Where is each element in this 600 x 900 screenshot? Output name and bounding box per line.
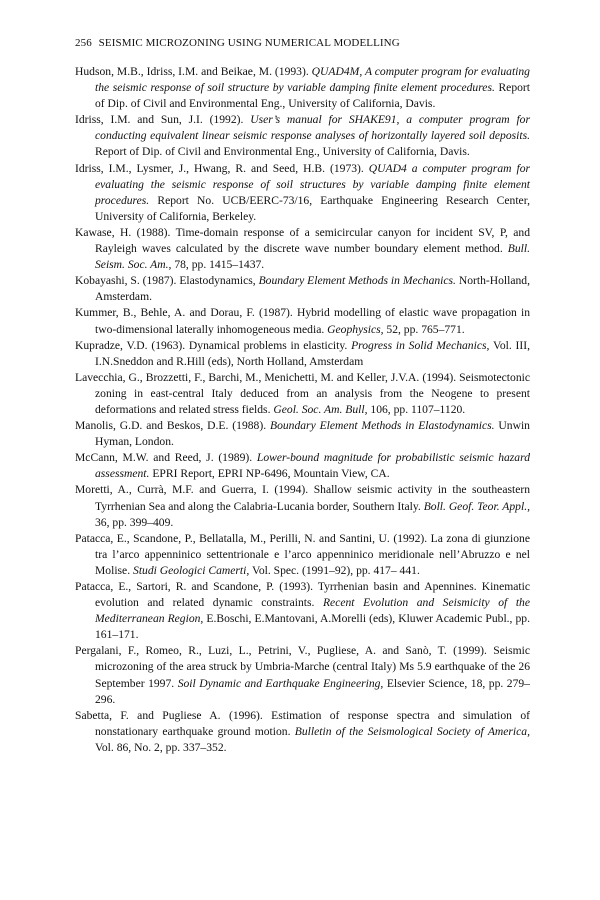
reference-italic-title: Soil Dynamic and Earthquake Engineering,	[177, 676, 384, 690]
reference-entry	[75, 273, 530, 305]
running-header	[75, 37, 400, 49]
reference-authors-and-text: Idriss, I.M. and Sun, J.I. (1992).	[75, 113, 251, 127]
reference-italic-title: Progress in Solid Mechanics,	[351, 338, 490, 352]
reference-publication-details: E.Boschi, E.Mantovani, A.Morelli (eds), Kluwer Academic Publ., pp. 161–171.	[95, 612, 530, 642]
reference-entry	[75, 338, 530, 370]
reference-authors-and-text: Pergalani, F., Romeo, R., Luzi, L., Petrini, V., Pugliese, A. and Sanò, T. (1999). Seismic microzoning of the area struck by Umbria-Marche (central Italy) Ms 5.9 earthquake of the 26 September 1997.	[75, 644, 530, 690]
reference-entry	[75, 579, 530, 643]
reference-entry	[75, 370, 530, 418]
reference-entry	[75, 531, 530, 579]
reference-publication-details: 36, pp. 399–409.	[95, 515, 174, 529]
reference-publication-details: Unwin Hyman, London.	[95, 419, 530, 449]
reference-authors-and-text: Patacca, E., Scandone, P., Bellatalla, M., Perilli, N. and Santini, U. (1992). La zona di giunzione tra l’arco appenninico settentrionale e l’arco appenninico meridionale nell’Abruzzo e nel Molise.	[75, 531, 530, 577]
reference-authors-and-text: McCann, M.W. and Reed, J. (1989).	[75, 451, 257, 465]
reference-publication-details: North-Holland, Amsterdam.	[95, 274, 530, 304]
reference-entry	[75, 450, 530, 482]
reference-italic-title: QUAD4M, A computer program for evaluating the seismic response of soil structure by variable damping finite element procedures.	[95, 65, 530, 95]
reference-authors-and-text: Moretti, A., Currà, M.F. and Guerra, I. (1994). Shallow seismic activity in the southeastern Tyrrhenian Sea and along the Calabria-Lucania border, Southern Italy.	[75, 483, 530, 513]
reference-italic-title: QUAD4 a computer program for evaluating the seismic response of soil structures by variable damping finite element procedures.	[95, 161, 530, 207]
reference-authors-and-text: Patacca, E., Sartori, R. and Scandone, P. (1993). Tyrrhenian basin and Apennines. Kinematic evolution and related dynamic constraints.	[75, 580, 530, 610]
reference-publication-details: Report of Dip. of Civil and Environmental Eng., University of California, Davis.	[95, 145, 470, 159]
reference-list	[75, 64, 530, 756]
reference-publication-details: Vol. III, I.N.Sneddon and R.Hill (eds), North Holland, Amsterdam	[95, 338, 531, 368]
reference-authors-and-text: Lavecchia, G., Brozzetti, F., Barchi, M., Menichetti, M. and Keller, J.V.A. (1994). Seismotectonic zoning in east-central Italy deduced from an analysis from the Neogene to present deformations and related stress fields.	[75, 370, 530, 416]
reference-publication-details: Vol. 86, No. 2, pp. 337–352.	[95, 740, 227, 754]
reference-authors-and-text: Manolis, G.D. and Beskos, D.E. (1988).	[75, 419, 270, 433]
reference-italic-title: Boundary Element Methods in Elastodynamics.	[269, 419, 495, 433]
reference-entry	[75, 64, 530, 112]
reference-authors-and-text: Sabetta, F. and Pugliese A. (1996). Estimation of response spectra and simulation of nonstationary earthquake ground motion.	[75, 708, 530, 738]
reference-italic-title: Geol. Soc. Am. Bull,	[273, 402, 368, 416]
reference-italic-title: Lower-bound magnitude for probabilistic seismic hazard assessment.	[95, 451, 530, 481]
reference-italic-title: Bull. Seism. Soc. Am.,	[95, 242, 530, 272]
reference-authors-and-text: Kummer, B., Behle, A. and Dorau, F. (1987). Hybrid modelling of elastic wave propagation in two-dimensional laterally inhomogeneous media.	[75, 306, 530, 336]
reference-publication-details: 52, pp. 765–771.	[383, 322, 465, 336]
reference-publication-details: 106, pp. 1107–1120.	[367, 402, 466, 416]
reference-authors-and-text: Kobayashi, S. (1987). Elastodynamics,	[75, 274, 259, 288]
reference-italic-title: Boundary Element Methods in Mechanics.	[258, 274, 456, 288]
reference-authors-and-text: Kupradze, V.D. (1963). Dynamical problems in elasticity.	[75, 338, 352, 352]
reference-entry	[75, 161, 530, 225]
reference-publication-details: Report No. UCB/EERC-73/16, Earthquake Engineering Research Center, University of California, Berkeley.	[95, 193, 530, 223]
reference-publication-details: 78, pp. 1415–1437.	[171, 258, 265, 272]
reference-italic-title: Recent Evolution and Seismicity of the Mediterranean Region,	[95, 596, 530, 626]
reference-entry	[75, 225, 530, 273]
reference-authors-and-text: Idriss, I.M., Lysmer, J., Hwang, R. and Seed, H.B. (1973).	[75, 161, 369, 175]
reference-entry	[75, 708, 530, 756]
reference-authors-and-text: Kawase, H. (1988). Time-domain response of a semicircular canyon for incident SV, P, and Rayleigh waves calculated by the discrete wave number boundary element method.	[75, 225, 530, 256]
reference-italic-title: Geophysics,	[327, 322, 384, 336]
reference-entry	[75, 482, 530, 530]
reference-italic-title: User’s manual for SHAKE91, a computer program for conducting equivalent linear seismic response analyses of horizontally layered soil deposits.	[95, 113, 530, 143]
reference-publication-details: Report of Dip. of Civil and Environmental Eng., University of California, Davis.	[95, 81, 531, 111]
reference-publication-details: Vol. Spec. (1991–92), pp. 417– 441.	[249, 563, 420, 577]
reference-authors-and-text: Hudson, M.B., Idriss, I.M. and Beikae, M. (1993).	[75, 65, 312, 78]
reference-entry	[75, 305, 530, 337]
reference-publication-details: Elsevier Science, 18, pp. 279–296.	[95, 676, 530, 706]
reference-italic-title: Studi Geologici Camerti,	[133, 563, 250, 577]
reference-publication-details: EPRI Report, EPRI NP-6496, Mountain View, CA.	[149, 467, 390, 481]
reference-entry	[75, 643, 530, 707]
page-number: 256	[75, 37, 92, 49]
reference-italic-title: Boll. Geof. Teor. Appl.,	[423, 499, 530, 513]
reference-entry	[75, 112, 530, 160]
running-title: SEISMIC MICROZONING USING NUMERICAL MODELLING	[98, 37, 400, 49]
reference-italic-title: Bulletin of the Seismological Society of America,	[294, 724, 530, 738]
reference-entry	[75, 418, 530, 450]
